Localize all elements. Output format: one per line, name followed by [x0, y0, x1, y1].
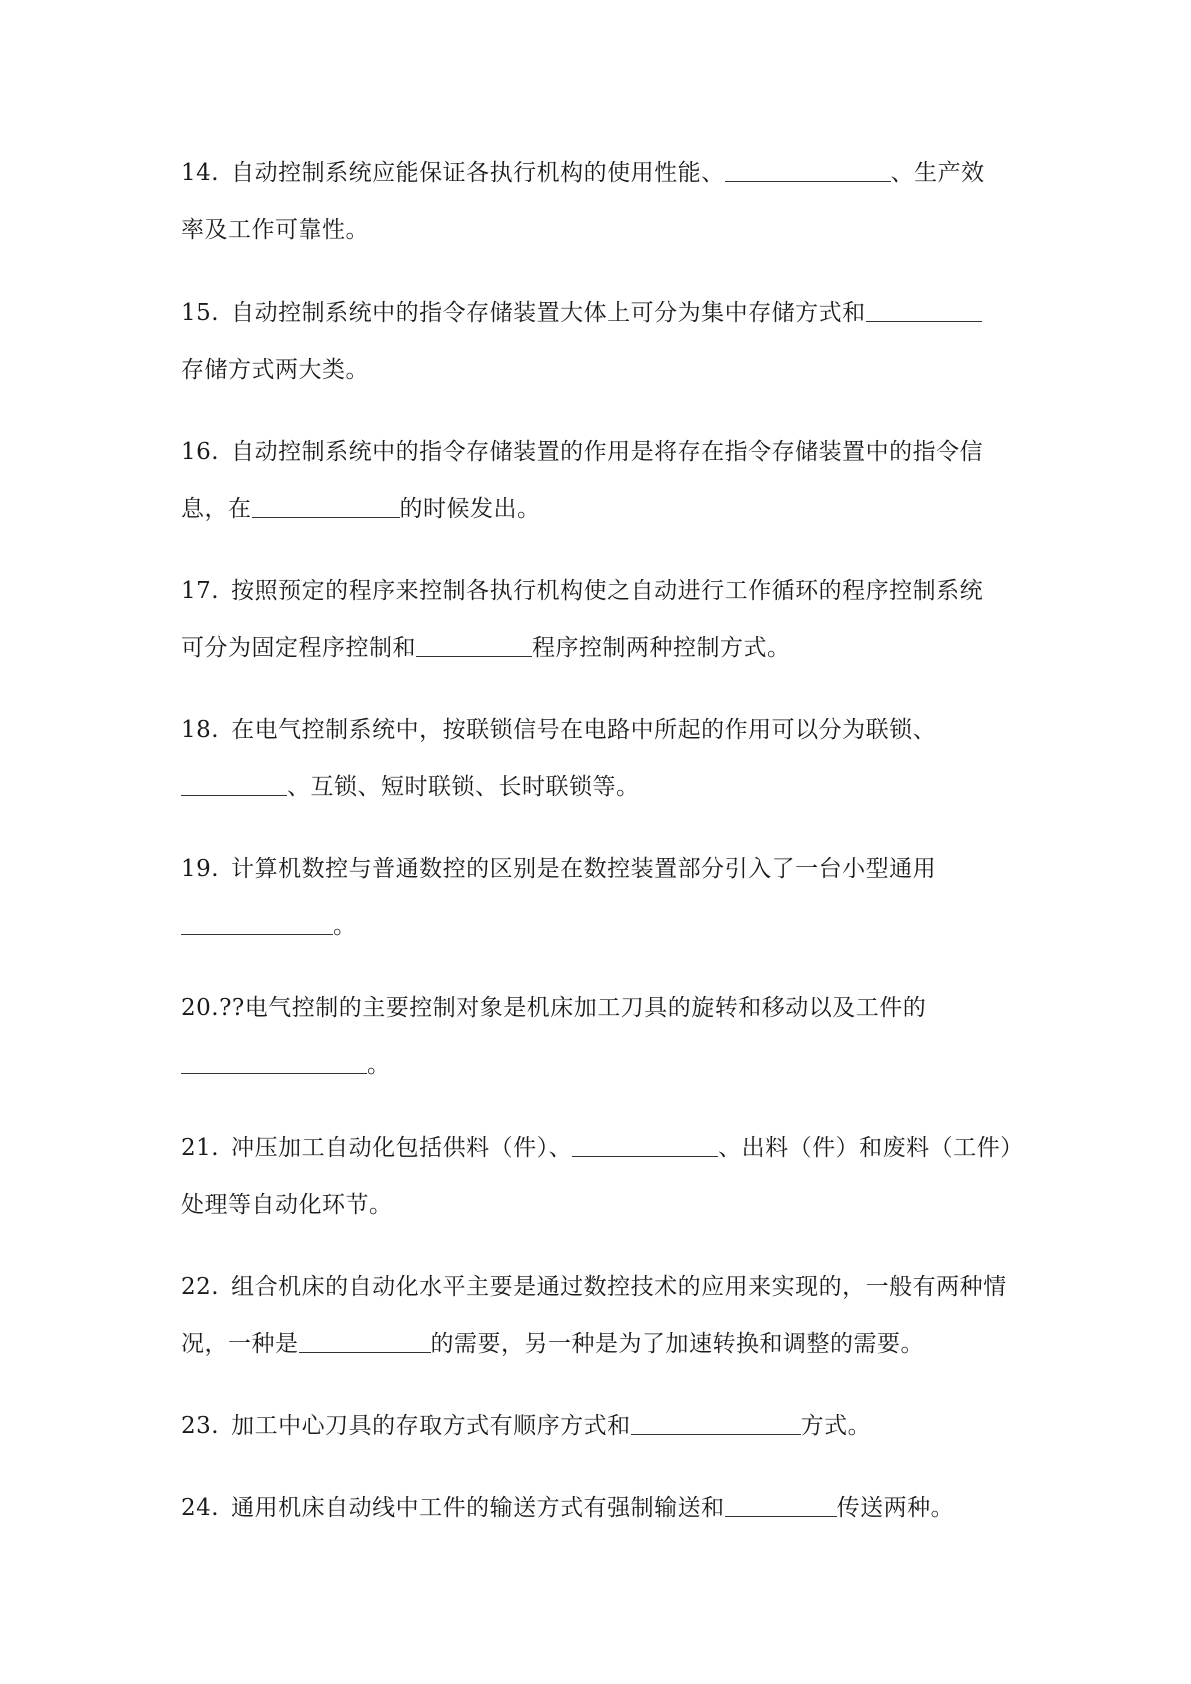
question-text: 处理等自动化环节。 [181, 1192, 393, 1218]
question-24 [181, 1480, 1021, 1537]
question-text: ??电气控制的主要控制对象是机床加工刀具的旋转和移动以及工件的 [219, 995, 927, 1021]
question-number: 19. [181, 856, 220, 882]
question-text: 的时候发出。 [399, 496, 541, 522]
question-line [181, 1316, 1021, 1373]
question-text: 程序控制两种控制方式。 [532, 635, 791, 661]
question-20 [181, 980, 1021, 1094]
answer-blank [181, 1047, 367, 1074]
question-text: 可分为固定程序控制和 [181, 635, 416, 661]
question-line [181, 1037, 1021, 1094]
question-text: 传送两种。 [836, 1495, 955, 1521]
question-line [181, 1259, 1021, 1316]
question-text: 率及工作可靠性。 [181, 217, 369, 243]
question-line [181, 1120, 1024, 1177]
question-text: 组合机床的自动化水平主要是通过数控技术的应用来实现的，一般有两种情 [231, 1274, 1007, 1300]
question-14 [181, 145, 1021, 259]
question-number: 16. [181, 439, 220, 465]
question-text: 的需要，另一种是为了加速转换和调整的需要。 [430, 1331, 924, 1357]
question-23 [181, 1398, 1021, 1455]
question-line [181, 841, 1021, 898]
question-line [181, 481, 1021, 538]
question-line [181, 202, 1021, 259]
question-text: 通用机床自动线中工件的输送方式有强制输送和 [231, 1495, 725, 1521]
question-text: 存储方式两大类。 [181, 357, 369, 383]
question-16 [181, 424, 1021, 538]
question-line [181, 1480, 1021, 1537]
answer-blank [181, 908, 333, 935]
question-17 [181, 563, 1021, 677]
answer-blank [299, 1326, 431, 1353]
question-text: 在电气控制系统中，按联锁信号在电路中所起的作用可以分为联锁、 [231, 717, 937, 743]
question-15 [181, 285, 1021, 399]
question-text: 、互锁、短时联锁、长时联锁等。 [287, 774, 640, 800]
question-line [181, 620, 1021, 677]
question-text: 计算机数控与普通数控的区别是在数控装置部分引入了一台小型通用 [231, 856, 937, 882]
question-line [181, 285, 1021, 342]
question-text: 息，在 [181, 496, 252, 522]
answer-blank [725, 1490, 837, 1517]
question-text: 、生产效 [890, 160, 985, 186]
answer-blank [572, 1130, 718, 1157]
question-line [181, 702, 1021, 759]
question-text: 、出料（件）和废料（工件） [718, 1135, 1024, 1161]
question-line [181, 1398, 1021, 1455]
question-text: 方式。 [800, 1413, 872, 1439]
question-line [181, 759, 1021, 816]
question-line [181, 980, 1021, 1037]
question-number: 20. [181, 995, 220, 1021]
question-text: 自动控制系统中的指令存储装置大体上可分为集中存储方式和 [231, 300, 866, 326]
question-text: 冲压加工自动化包括供料（件）、 [231, 1135, 573, 1161]
question-number: 14. [181, 160, 220, 186]
question-18 [181, 702, 1021, 816]
answer-blank [631, 1408, 801, 1435]
answer-blank [725, 155, 891, 182]
question-text: 加工中心刀具的存取方式有顺序方式和 [231, 1413, 631, 1439]
question-line [181, 898, 1021, 955]
answer-blank [252, 491, 400, 518]
question-number: 18. [181, 717, 220, 743]
question-number: 23. [181, 1413, 220, 1439]
question-line [181, 145, 1021, 202]
question-text: 。 [367, 1052, 391, 1078]
question-21 [181, 1120, 1024, 1234]
question-text: 按照预定的程序来控制各执行机构使之自动进行工作循环的程序控制系统 [231, 578, 984, 604]
question-number: 21. [181, 1135, 220, 1161]
question-line [181, 424, 1021, 481]
question-number: 22. [181, 1274, 220, 1300]
question-19 [181, 841, 1021, 955]
question-number: 24. [181, 1495, 220, 1521]
question-22 [181, 1259, 1021, 1373]
answer-blank [416, 630, 532, 657]
question-number: 15. [181, 300, 220, 326]
question-line [181, 563, 1021, 620]
question-line [181, 1177, 1021, 1234]
question-number: 17. [181, 578, 220, 604]
question-text: 自动控制系统应能保证各执行机构的使用性能、 [231, 160, 725, 186]
question-text: 况，一种是 [181, 1331, 299, 1357]
question-line [181, 342, 1021, 399]
question-text: 自动控制系统中的指令存储装置的作用是将存在指令存储装置中的指令信 [231, 439, 984, 465]
question-text: 。 [333, 913, 357, 939]
answer-blank [181, 769, 287, 796]
answer-blank [866, 295, 982, 322]
